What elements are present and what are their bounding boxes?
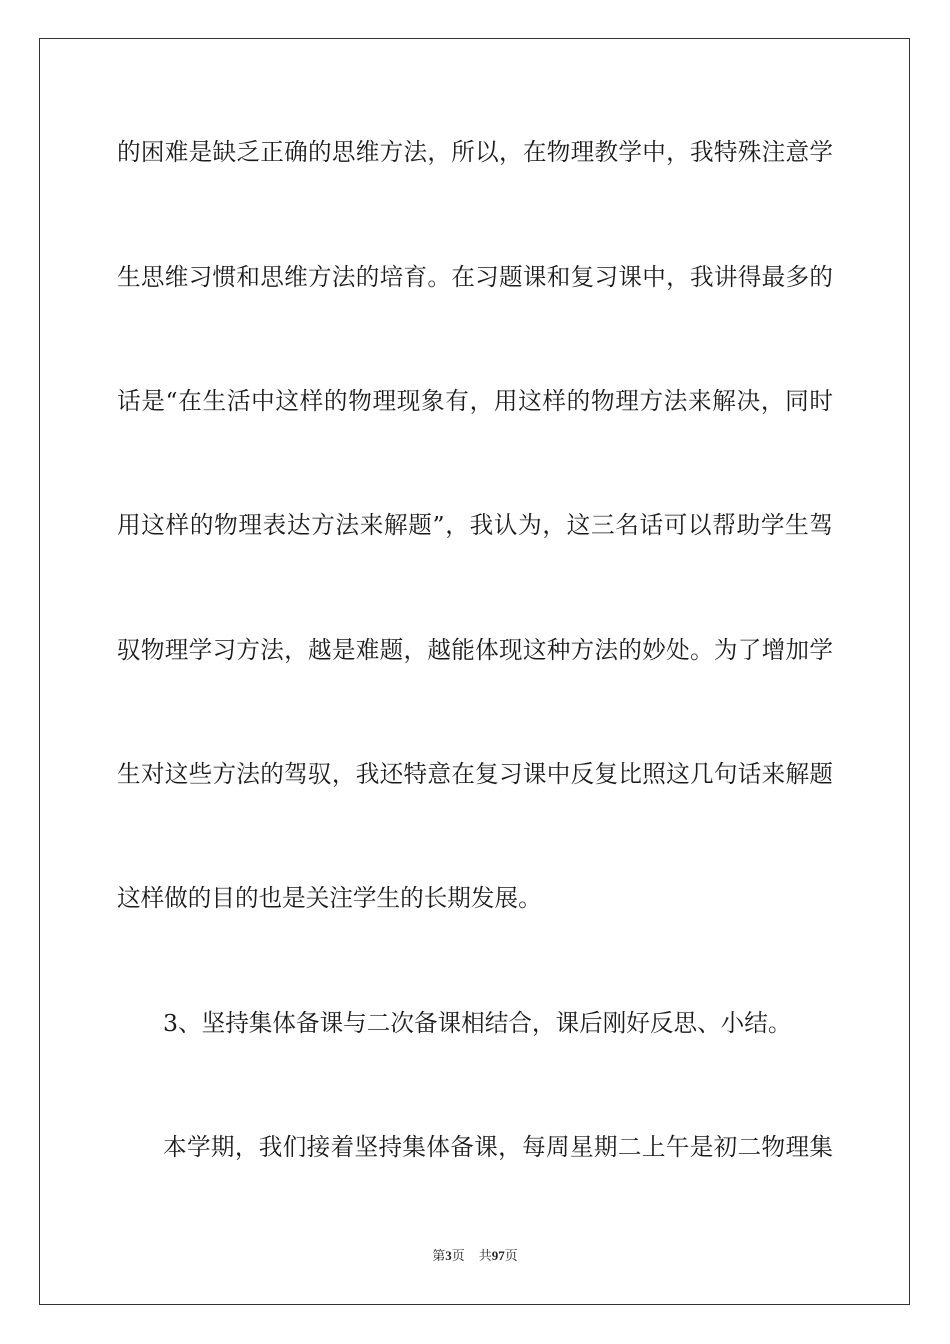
body-text-line: 生对这些方法的驾驭，我还特意在复习课中反复比照这几句话来解题 [117,760,833,788]
section-heading: 3、坚持集体备课与二次备课相结合，课后刚好反思、小结。 [163,1009,792,1037]
body-text-line: 话是“在生活中这样的物理现象有，用这样的物理方法来解决，同时 [117,387,833,415]
total-pages: 97 [491,1248,505,1263]
page-footer [0,1247,950,1265]
total-suffix: 页 [504,1248,518,1263]
page-suffix: 页 [451,1248,465,1263]
body-text-line: 本学期，我们接着坚持集体备课，每周星期二上午是初二物理集 [163,1133,833,1161]
page-border [39,38,910,1305]
page-prefix: 第 [432,1248,446,1263]
body-text-line: 这样做的目的也是关注学生的长期发展。 [117,884,542,912]
total-prefix: 共 [478,1248,492,1263]
body-text-line: 生思维习惯和思维方法的培育。在习题课和复习课中，我讲得最多的 [117,263,833,291]
body-text-line: 驭物理学习方法，越是难题，越能体现这种方法的妙处。为了增加学 [117,636,833,664]
body-text-line: 用这样的物理表达方法来解题”，我认为，这三名话可以帮助学生驾 [117,511,833,539]
page-number: 3 [445,1248,452,1263]
body-text-line: 的困难是缺乏正确的思维方法，所以，在物理教学中，我特殊注意学 [117,138,833,166]
